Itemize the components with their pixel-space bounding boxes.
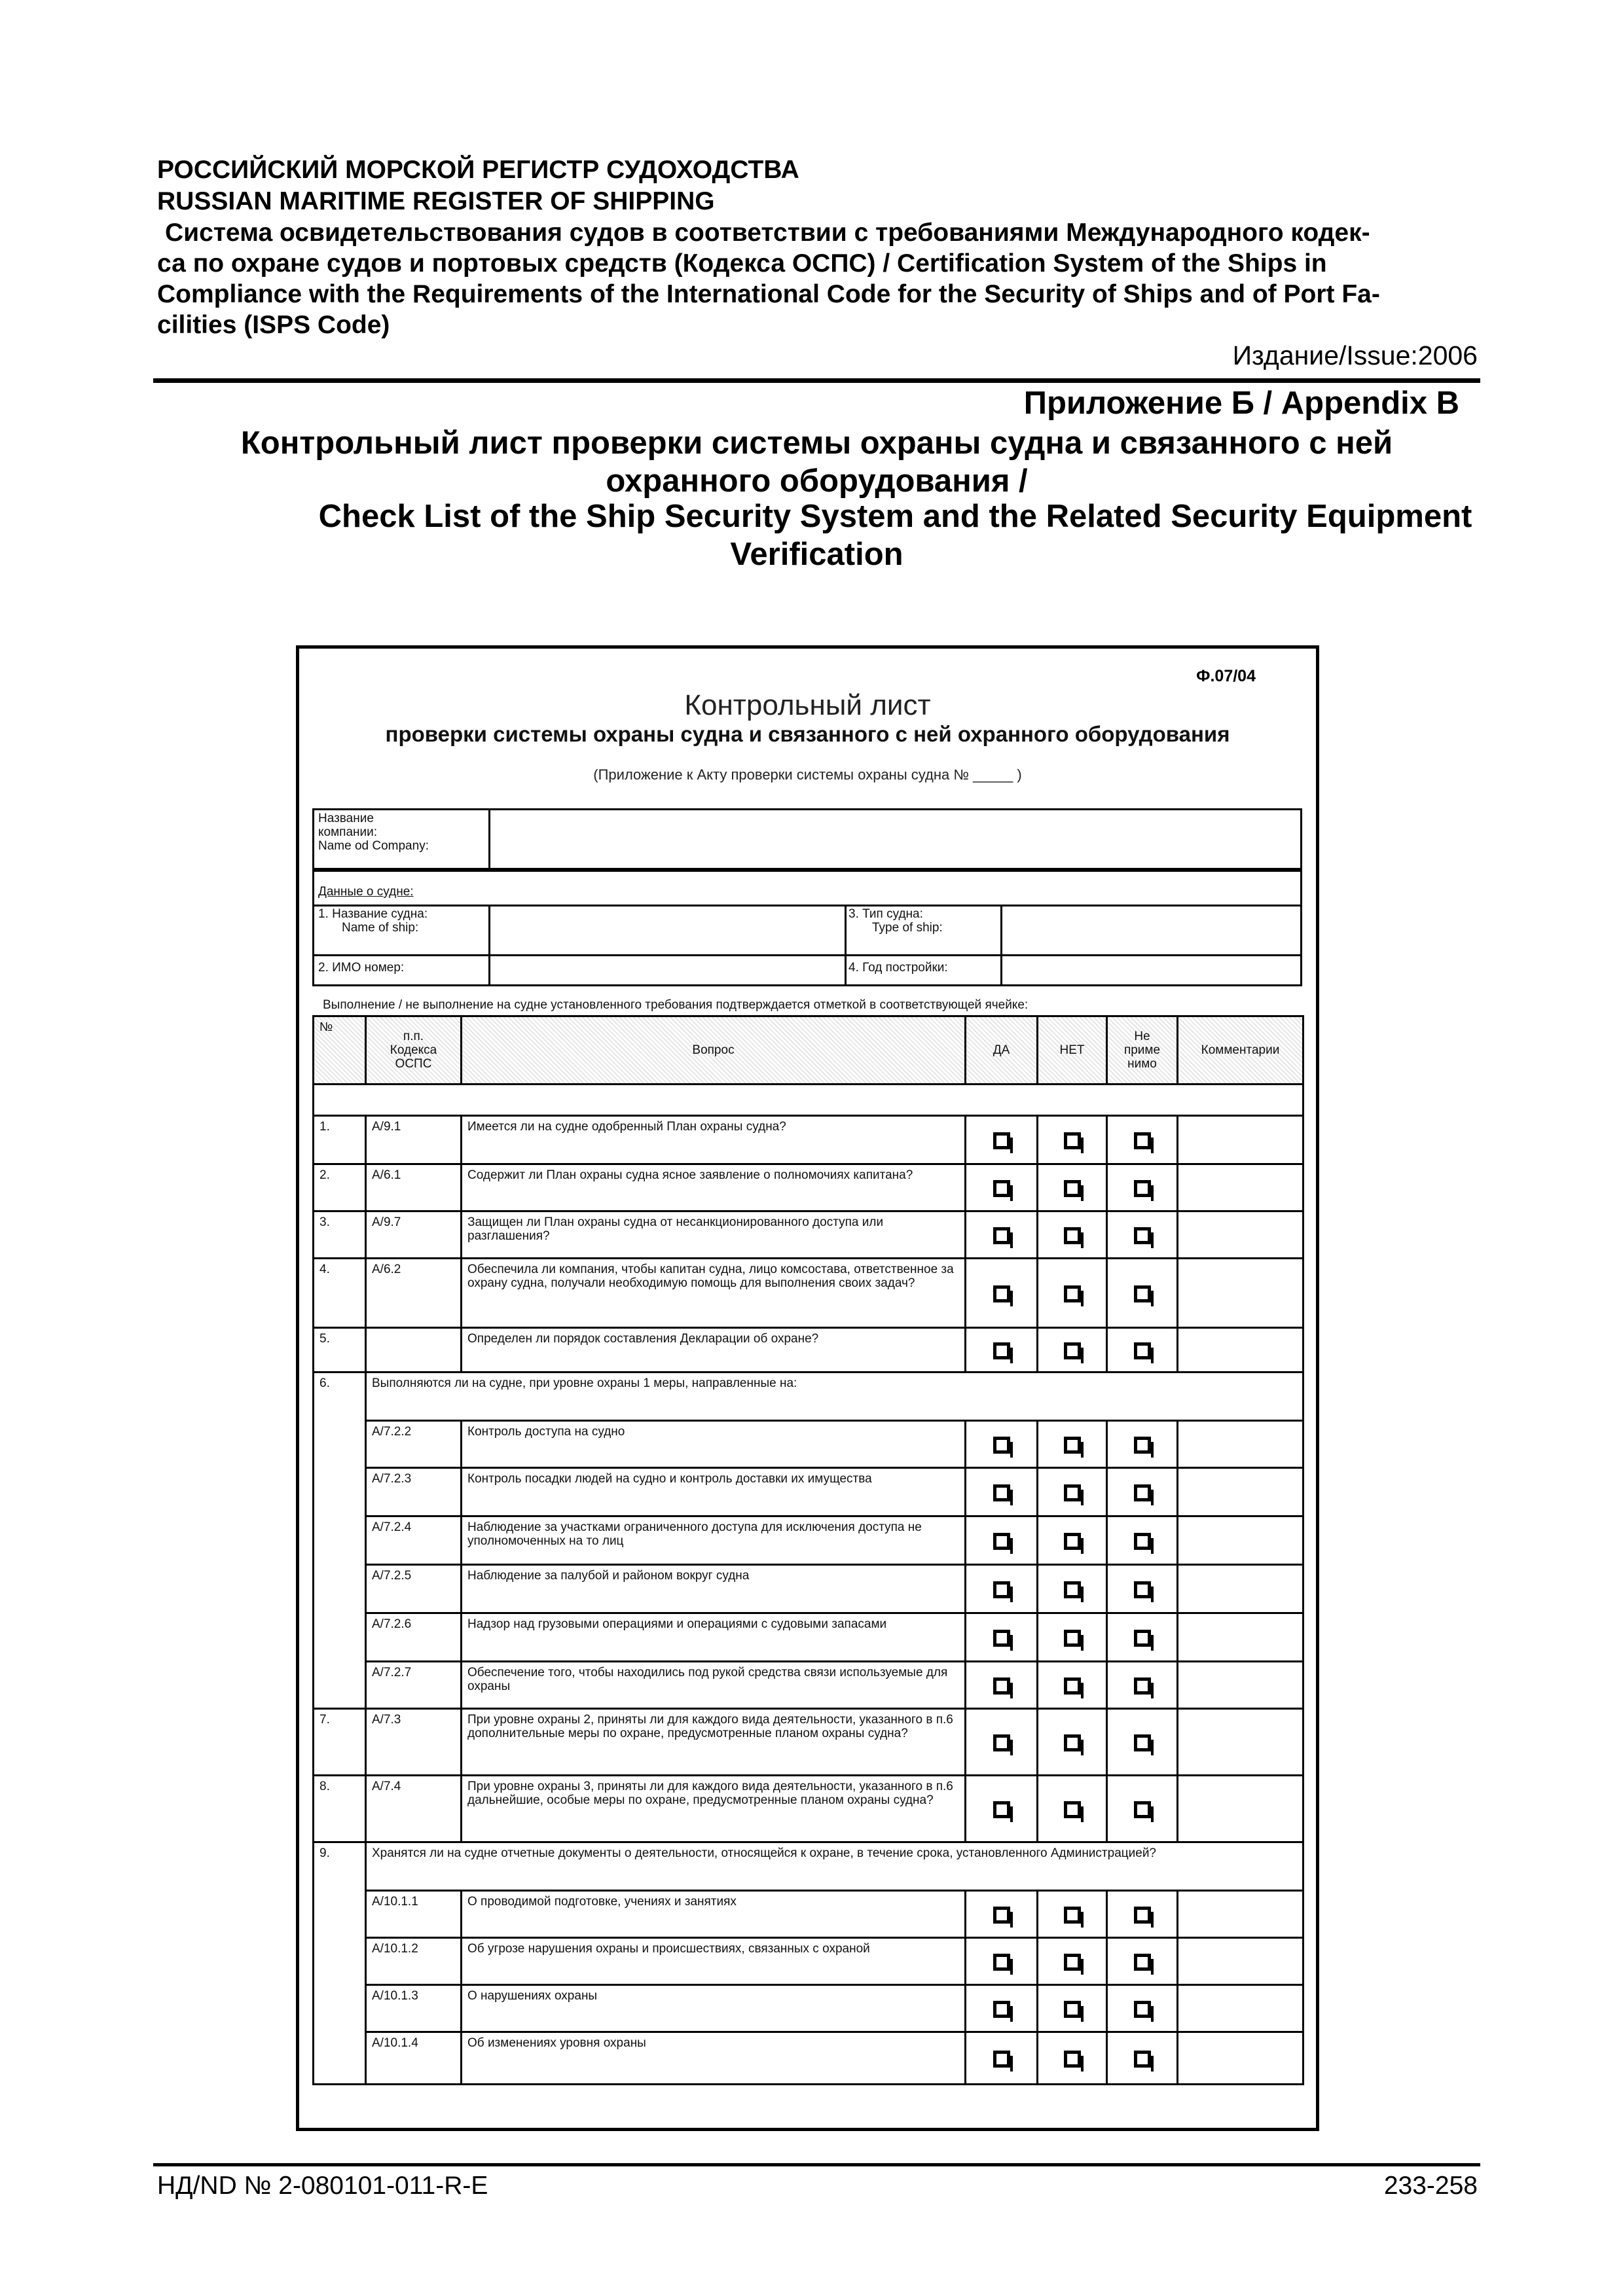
ship-type-label-ru: 3. Тип судна: (848, 907, 923, 921)
company-divider (488, 810, 490, 868)
comment-cell[interactable] (1178, 1116, 1304, 1164)
company-label-line-2: компании: (318, 825, 378, 839)
row-number-empty (314, 1468, 366, 1516)
row-number-empty (314, 1421, 366, 1468)
comment-cell[interactable] (1178, 1565, 1304, 1613)
yes-cell (966, 1259, 1038, 1328)
yes-checkbox[interactable] (993, 1734, 1010, 1751)
yes-cell (966, 1891, 1038, 1938)
yes-checkbox[interactable] (993, 1437, 1010, 1454)
ship-data-div-1 (488, 905, 490, 984)
yes-cell (966, 1164, 1038, 1211)
no-cell (1038, 1891, 1107, 1938)
system-line-4: cilities (ISPS Code) (157, 311, 390, 339)
table-row (314, 1613, 1304, 1662)
row-number: 5. (314, 1328, 366, 1372)
row-section-question: Выполняются ли на судне, при уровне охраны 1 меры, направленные на: (366, 1372, 1304, 1421)
yes-checkbox[interactable] (993, 1132, 1010, 1149)
issue-label: Издание/Issue:2006 (1232, 340, 1478, 370)
yes-checkbox[interactable] (993, 2051, 1010, 2068)
na-checkbox[interactable] (1134, 1907, 1151, 1924)
na-checkbox[interactable] (1134, 1677, 1151, 1695)
comment-cell[interactable] (1178, 1468, 1304, 1516)
na-cell (1107, 2032, 1178, 2085)
no-checkbox[interactable] (1064, 1437, 1081, 1454)
no-checkbox[interactable] (1064, 1630, 1081, 1647)
na-checkbox[interactable] (1134, 1484, 1151, 1501)
row-number: 2. (314, 1164, 366, 1211)
table-row (314, 1372, 1304, 1421)
row-ref: А/7.2.6 (366, 1613, 462, 1662)
no-cell (1038, 1776, 1107, 1842)
row-ref: А/10.1.3 (366, 1985, 462, 2032)
comment-cell[interactable] (1178, 1891, 1304, 1938)
na-checkbox[interactable] (1134, 1227, 1151, 1244)
na-checkbox[interactable] (1134, 1581, 1151, 1598)
form-annex: (Приложение к Акту проверки системы охраны судна № _____ ) (593, 766, 1022, 783)
yes-cell (966, 1613, 1038, 1662)
spacer-cell (314, 1085, 1304, 1116)
no-checkbox[interactable] (1064, 1907, 1081, 1924)
imo-field[interactable] (492, 958, 839, 984)
no-cell (1038, 1613, 1107, 1662)
no-cell (1038, 1662, 1107, 1709)
col-yes: ДА (966, 1016, 1038, 1085)
yes-cell (966, 1662, 1038, 1709)
system-line-3: Compliance with the Requirements of the International Code for the Security of Ships and of Port Fa- (157, 280, 1380, 308)
comment-cell[interactable] (1178, 1938, 1304, 1985)
na-checkbox[interactable] (1134, 1533, 1151, 1550)
row-question: Об изменениях уровня охраны (462, 2032, 966, 2085)
row-question: Защищен ли План охраны судна от несанкционированного доступа или разглашения? (462, 1211, 966, 1259)
no-checkbox[interactable] (1064, 2001, 1081, 2018)
col-na-line-3: нимо (1127, 1057, 1157, 1071)
no-checkbox[interactable] (1064, 1484, 1081, 1501)
yes-checkbox[interactable] (993, 1954, 1010, 1971)
table-row (314, 1468, 1304, 1516)
company-label-line-3: Name od Company: (318, 839, 429, 853)
no-cell (1038, 1164, 1107, 1211)
no-checkbox[interactable] (1064, 1180, 1081, 1197)
table-row (314, 1421, 1304, 1468)
table-row (314, 1938, 1304, 1985)
col-code-ref (366, 1016, 462, 1085)
no-checkbox[interactable] (1064, 1342, 1081, 1359)
na-checkbox[interactable] (1134, 1801, 1151, 1818)
yes-cell (966, 1468, 1038, 1516)
row-ref: А/7.2.3 (366, 1468, 462, 1516)
row-number: 4. (314, 1259, 366, 1328)
na-checkbox[interactable] (1134, 1342, 1151, 1359)
no-cell (1038, 1709, 1107, 1776)
comment-cell[interactable] (1178, 1709, 1304, 1776)
col-not-applicable (1107, 1016, 1178, 1085)
row-ref: А/7.2.5 (366, 1565, 462, 1613)
ship-data-line-2 (314, 954, 1300, 956)
form-code: Ф.07/04 (1196, 667, 1256, 685)
title-ru-line-2: охранного оборудования / (606, 463, 1028, 499)
na-cell (1107, 1516, 1178, 1565)
yes-cell (966, 1565, 1038, 1613)
na-cell (1107, 1565, 1178, 1613)
row-question: О проводимой подготовке, учениях и занятиях (462, 1891, 966, 1938)
comment-cell[interactable] (1178, 1776, 1304, 1842)
row-number-empty (314, 1891, 366, 1938)
table-row (314, 1211, 1304, 1259)
yes-checkbox[interactable] (993, 1227, 1010, 1244)
header-rule (153, 378, 1480, 383)
row-question: Контроль посадки людей на судно и контроль доставки их имущества (462, 1468, 966, 1516)
row-number: 3. (314, 1211, 366, 1259)
yes-checkbox[interactable] (993, 1907, 1010, 1924)
ship-type-label-en: Type of ship: (872, 921, 943, 935)
no-cell (1038, 1565, 1107, 1613)
yes-cell (966, 1211, 1038, 1259)
comment-cell[interactable] (1178, 1516, 1304, 1565)
comment-cell[interactable] (1178, 1211, 1304, 1259)
table-row (314, 1516, 1304, 1565)
na-cell (1107, 1985, 1178, 2032)
row-question: При уровне охраны 2, приняты ли для каждого вида деятельности, указанного в п.6 дополнительные меры по охране, предусмотренные планом охраны судна? (462, 1709, 966, 1776)
col-na-line-2: приме (1123, 1043, 1161, 1057)
title-en-line-2: Verification (730, 537, 903, 572)
no-checkbox[interactable] (1064, 1581, 1081, 1598)
na-checkbox[interactable] (1134, 1180, 1151, 1197)
company-label (318, 812, 429, 853)
checklist-form (296, 645, 1319, 2131)
row-number: 6. (314, 1372, 366, 1421)
na-cell (1107, 1468, 1178, 1516)
table-row (314, 1662, 1304, 1709)
row-section-question: Хранятся ли на судне отчетные документы о деятельности, относящейся к охране, в течение срока, установленного Администрацией? (366, 1842, 1304, 1891)
row-ref: А/7.2.4 (366, 1516, 462, 1565)
col-code-ref-line-3: ОСПС (395, 1057, 432, 1071)
ship-data-box (312, 870, 1302, 986)
na-cell (1107, 1613, 1178, 1662)
system-line-1: Система освидетельствования судов в соответствии с требованиями Международного кодек- (165, 219, 1370, 247)
yes-checkbox[interactable] (993, 1342, 1010, 1359)
row-ref (366, 1328, 462, 1372)
table-row (314, 1842, 1304, 1891)
spacer-row (314, 1085, 1304, 1116)
row-question: Надзор над грузовыми операциями и операциями с судовыми запасами (462, 1613, 966, 1662)
yes-checkbox[interactable] (993, 1581, 1010, 1598)
company-label-line-1: Название (318, 812, 374, 825)
no-cell (1038, 1468, 1107, 1516)
table-row (314, 1891, 1304, 1938)
row-question: Обеспечила ли компания, чтобы капитан судна, лицо комсостава, ответственное за охрану судна, получали необходимую помощь для выполнения своих задач? (462, 1259, 966, 1328)
document-header (157, 154, 1480, 340)
na-cell (1107, 1116, 1178, 1164)
na-checkbox[interactable] (1134, 1132, 1151, 1149)
no-cell (1038, 1516, 1107, 1565)
comment-cell[interactable] (1178, 1164, 1304, 1211)
no-checkbox[interactable] (1064, 2051, 1081, 2068)
row-ref: А/7.3 (366, 1709, 462, 1776)
company-box (312, 808, 1302, 870)
col-code-ref-line-1: п.п. (403, 1030, 424, 1043)
row-question: Контроль доступа на судно (462, 1421, 966, 1468)
no-checkbox[interactable] (1064, 1954, 1081, 1971)
comment-cell[interactable] (1178, 2032, 1304, 2085)
row-question: Определен ли порядок составления Декларации об охране? (462, 1328, 966, 1372)
no-checkbox[interactable] (1064, 1677, 1081, 1695)
checklist-table (312, 1015, 1304, 2085)
ship-type-label (848, 907, 943, 935)
yes-checkbox[interactable] (993, 1630, 1010, 1647)
row-question: Об угрозе нарушения охраны и происшествиях, связанных с охраной (462, 1938, 966, 1985)
table-row (314, 1565, 1304, 1613)
no-checkbox[interactable] (1064, 1533, 1081, 1550)
col-na-line-1: Не (1134, 1030, 1150, 1043)
no-checkbox[interactable] (1064, 1734, 1081, 1751)
yes-cell (966, 2032, 1038, 2085)
na-checkbox[interactable] (1134, 1285, 1151, 1302)
na-cell (1107, 1164, 1178, 1211)
row-ref: А/7.2.7 (366, 1662, 462, 1709)
na-checkbox[interactable] (1134, 1954, 1151, 1971)
na-cell (1107, 1259, 1178, 1328)
row-number-empty (314, 1938, 366, 1985)
ship-data-div-2 (845, 905, 847, 984)
row-question: Наблюдение за палубой и районом вокруг судна (462, 1565, 966, 1613)
na-cell (1107, 1938, 1178, 1985)
no-checkbox[interactable] (1064, 1132, 1081, 1149)
table-row (314, 1164, 1304, 1211)
ship-type-field[interactable] (1004, 908, 1296, 952)
table-row (314, 1328, 1304, 1372)
row-ref: А/9.1 (366, 1116, 462, 1164)
na-checkbox[interactable] (1134, 1437, 1151, 1454)
ship-data-line-1 (314, 905, 1300, 906)
no-cell (1038, 2032, 1107, 2085)
yes-cell (966, 1776, 1038, 1842)
row-ref: А/10.1.1 (366, 1891, 462, 1938)
build-year-label: 4. Год постройки: (848, 961, 948, 975)
form-title: Контрольный лист (684, 689, 931, 721)
ship-name-label-ru: 1. Название судна: (318, 907, 428, 921)
comment-cell[interactable] (1178, 1985, 1304, 2032)
col-no: НЕТ (1038, 1016, 1107, 1085)
na-cell (1107, 1211, 1178, 1259)
comment-cell[interactable] (1178, 1662, 1304, 1709)
ship-name-field[interactable] (492, 908, 839, 952)
yes-checkbox[interactable] (993, 1677, 1010, 1695)
comment-cell[interactable] (1178, 1328, 1304, 1372)
table-row (314, 1709, 1304, 1776)
col-comments: Комментарии (1178, 1016, 1304, 1085)
row-number: 1. (314, 1116, 366, 1164)
na-cell (1107, 1776, 1178, 1842)
yes-checkbox[interactable] (993, 1484, 1010, 1501)
table-row (314, 2032, 1304, 2085)
table-row (314, 1985, 1304, 2032)
ship-data-div-3 (1000, 905, 1002, 984)
row-ref: А/6.2 (366, 1259, 462, 1328)
ship-data-label: Данные о судне: (318, 885, 414, 899)
footer-rule (153, 2163, 1480, 2166)
yes-cell (966, 1938, 1038, 1985)
no-cell (1038, 1211, 1107, 1259)
row-ref: А/7.2.2 (366, 1421, 462, 1468)
form-subtitle: проверки системы охраны судна и связанного с ней охранного оборудования (385, 722, 1230, 746)
no-checkbox[interactable] (1064, 1285, 1081, 1302)
appendix-title: Приложение Б / Appendix B (1023, 386, 1459, 421)
na-checkbox[interactable] (1134, 1734, 1151, 1751)
title-ru-line-1: Контрольный лист проверки системы охраны судна и связанного с ней (240, 425, 1393, 461)
no-cell (1038, 1985, 1107, 2032)
table-row (314, 1259, 1304, 1328)
row-number: 8. (314, 1776, 366, 1842)
na-cell (1107, 1421, 1178, 1468)
row-number: 9. (314, 1842, 366, 1891)
row-ref: А/6.1 (366, 1164, 462, 1211)
yes-cell (966, 1516, 1038, 1565)
col-question: Вопрос (462, 1016, 966, 1085)
no-cell (1038, 1938, 1107, 1985)
comment-cell[interactable] (1178, 1613, 1304, 1662)
na-checkbox[interactable] (1134, 2001, 1151, 2018)
yes-cell (966, 1116, 1038, 1164)
row-question: О нарушениях охраны (462, 1985, 966, 2032)
table-row (314, 1116, 1304, 1164)
row-ref: А/7.4 (366, 1776, 462, 1842)
row-number-empty (314, 1613, 366, 1662)
na-checkbox[interactable] (1134, 1630, 1151, 1647)
build-year-field[interactable] (1004, 958, 1296, 984)
org-name-en: RUSSIAN MARITIME REGISTER OF SHIPPING (157, 187, 715, 215)
comment-cell[interactable] (1178, 1259, 1304, 1328)
yes-cell (966, 1985, 1038, 2032)
row-number-empty (314, 2032, 366, 2085)
row-question: При уровне охраны 3, приняты ли для каждого вида деятельности, указанного в п.6 дальнейшие, особые меры по охране, предусмотренные планом охраны судна? (462, 1776, 966, 1842)
col-number: № (314, 1016, 366, 1085)
footer-page-range: 233-258 (1383, 2172, 1478, 2200)
na-cell (1107, 1328, 1178, 1372)
na-cell (1107, 1662, 1178, 1709)
comment-cell[interactable] (1178, 1421, 1304, 1468)
company-field[interactable] (492, 813, 1298, 865)
na-checkbox[interactable] (1134, 2051, 1151, 2068)
table-header-row (314, 1016, 1304, 1085)
na-cell (1107, 1709, 1178, 1776)
row-number-empty (314, 1516, 366, 1565)
ship-name-label-en: Name of ship: (342, 921, 419, 935)
row-ref: А/9.7 (366, 1211, 462, 1259)
row-number: 7. (314, 1709, 366, 1776)
no-cell (1038, 1116, 1107, 1164)
yes-cell (966, 1328, 1038, 1372)
col-code-ref-line-2: Кодекса (390, 1043, 437, 1057)
table-row (314, 1776, 1304, 1842)
row-question: Имеется ли на судне одобренный План охраны судна? (462, 1116, 966, 1164)
row-ref: А/10.1.2 (366, 1938, 462, 1985)
row-question: Обеспечение того, чтобы находились под рукой средства связи используемые для охраны (462, 1662, 966, 1709)
yes-cell (966, 1709, 1038, 1776)
yes-checkbox[interactable] (993, 1801, 1010, 1818)
row-number-empty (314, 1662, 366, 1709)
no-checkbox[interactable] (1064, 1801, 1081, 1818)
row-number-empty (314, 1565, 366, 1613)
title-en (153, 497, 1480, 573)
row-question: Содержит ли План охраны судна ясное заявление о полномочиях капитана? (462, 1164, 966, 1211)
imo-label: 2. ИМО номер: (318, 961, 405, 975)
no-checkbox[interactable] (1064, 1227, 1081, 1244)
instruction-text: Выполнение / не выполнение на судне установленного требования подтверждается отметкой в соответствующей ячейке: (323, 998, 1029, 1012)
row-ref: А/10.1.4 (366, 2032, 462, 2085)
row-number-empty (314, 1985, 366, 2032)
yes-checkbox[interactable] (993, 1180, 1010, 1197)
footer-doc-number: НД/ND № 2-080101-011-R-E (157, 2172, 488, 2200)
no-cell (1038, 1328, 1107, 1372)
row-question: Наблюдение за участками ограниченного доступа для исключения доступа не уполномоченных на то лиц (462, 1516, 966, 1565)
yes-checkbox[interactable] (993, 1533, 1010, 1550)
org-name-ru: РОССИЙСКИЙ МОРСКОЙ РЕГИСТР СУДОХОДСТВА (157, 156, 799, 184)
title-en-line-1: Check List of the Ship Security System and the Related Security Equipment (318, 499, 1472, 534)
system-line-2: са по охране судов и портовых средств (Кодекса ОСПС) / Certification System of the Ships in (157, 249, 1327, 278)
ship-name-label (318, 907, 428, 935)
yes-checkbox[interactable] (993, 1285, 1010, 1302)
no-cell (1038, 1259, 1107, 1328)
na-cell (1107, 1891, 1178, 1938)
yes-checkbox[interactable] (993, 2001, 1010, 2018)
title-ru (153, 424, 1480, 500)
no-cell (1038, 1421, 1107, 1468)
yes-cell (966, 1421, 1038, 1468)
